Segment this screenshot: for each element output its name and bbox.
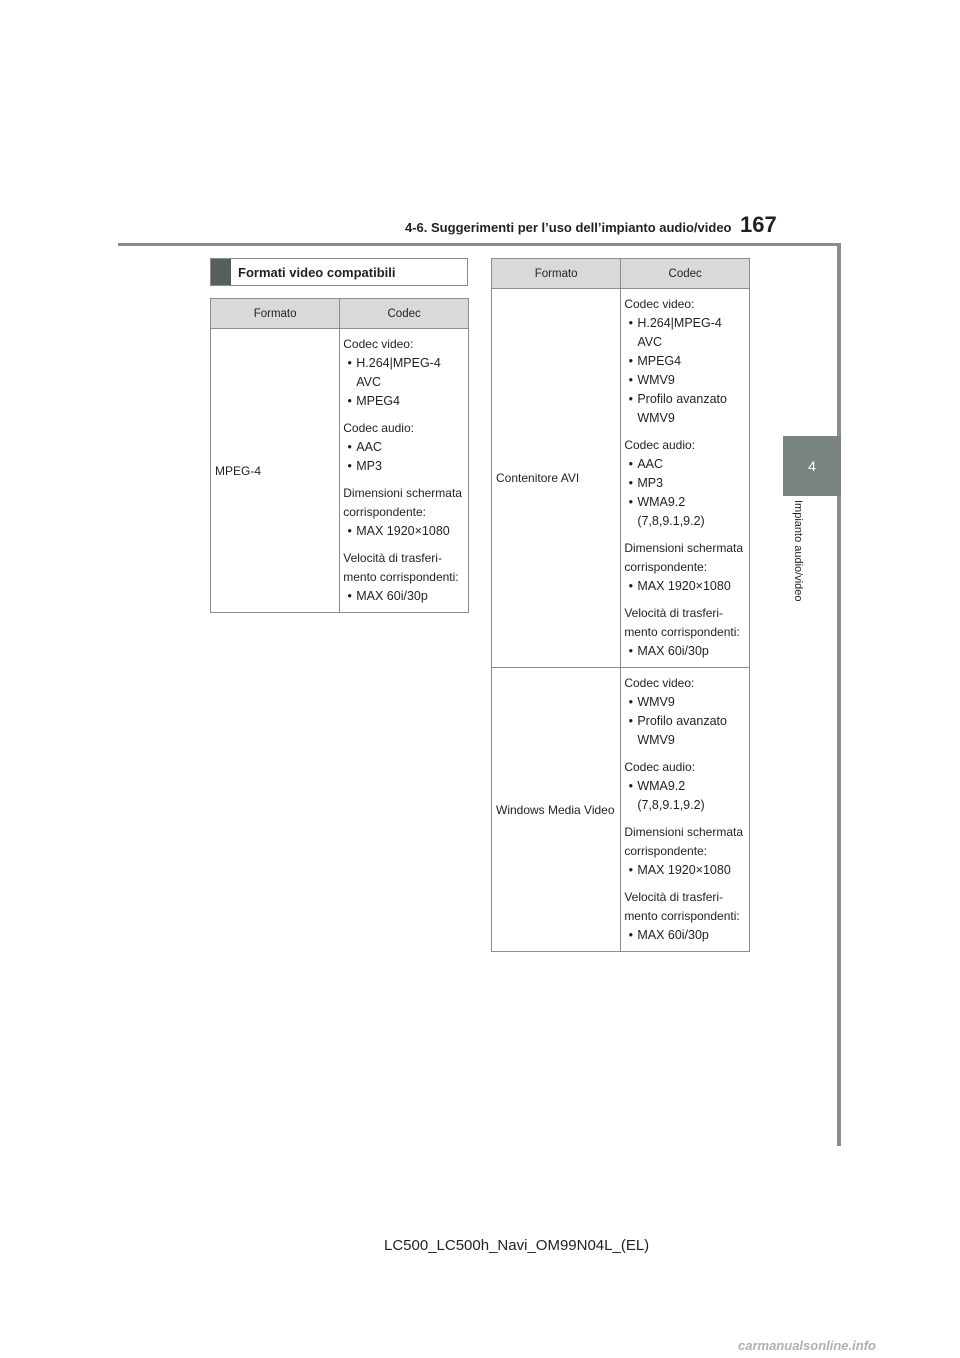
format-cell: MPEG-4 — [211, 329, 340, 613]
codec-group — [624, 436, 745, 531]
codec-group — [624, 295, 745, 428]
bullet-icon: • — [628, 779, 633, 793]
bullet-icon: • — [628, 457, 633, 471]
codec-list-item — [343, 522, 464, 541]
bullet-icon: • — [628, 714, 633, 728]
table-header-row — [211, 299, 469, 329]
codec-list-item — [624, 314, 745, 352]
codec-list-item-text: MAX 1920×1080 — [637, 863, 731, 877]
codec-list-item — [624, 390, 745, 428]
chapter-tab-label: Impianto audio/video — [792, 500, 804, 602]
side-stripe — [837, 246, 841, 1146]
codec-list-item — [343, 457, 464, 476]
codec-list-item — [624, 371, 745, 390]
codec-list-item-text: WMA9.2 (7,8,9.1,9.2) — [637, 495, 705, 528]
bullet-icon: • — [628, 392, 633, 406]
bullet-icon: • — [628, 476, 633, 490]
column-header-codec: Codec — [340, 299, 469, 329]
codec-list-item — [624, 861, 745, 880]
codec-group — [343, 549, 464, 606]
codec-list-item-text: MPEG4 — [356, 394, 401, 408]
codec-group-title: Dimensioni schermata corrispondente: — [624, 825, 744, 858]
bullet-icon: • — [628, 644, 633, 658]
column-header-format: Formato — [492, 259, 621, 289]
codec-list-item — [624, 493, 745, 531]
codec-group-title: Velocità di trasferimento corrispondenti: — [343, 551, 459, 584]
bullet-icon: • — [628, 373, 633, 387]
codec-group-title: Dimensioni schermata corrispondente: — [343, 486, 462, 519]
formats-table-left — [210, 298, 469, 613]
section-marker — [211, 259, 231, 285]
codec-list-item-text: AAC — [356, 440, 382, 454]
bullet-icon: • — [628, 695, 633, 709]
codec-list-item — [624, 926, 745, 945]
codec-list-item — [343, 438, 464, 457]
codec-group — [624, 604, 745, 661]
page-number: 167 — [740, 212, 777, 237]
document-code: LC500_LC500h_Navi_OM99N04L_(EL) — [384, 1237, 650, 1254]
bullet-icon: • — [628, 863, 633, 877]
header-rule — [118, 243, 841, 246]
section-heading-text: Formati video compatibili — [238, 264, 396, 280]
table-row — [492, 289, 750, 668]
codec-list-item — [624, 777, 745, 815]
codec-list-item-text: H.264|MPEG-4 AVC — [637, 316, 722, 349]
codec-list-item-text: MAX 60i/30p — [637, 928, 709, 942]
codec-group — [343, 484, 464, 541]
table-row — [492, 668, 750, 952]
codec-list-item — [624, 474, 745, 493]
codec-group-title: Codec video: — [624, 676, 695, 690]
codec-list-item — [624, 642, 745, 661]
bullet-icon: • — [628, 495, 633, 509]
codec-cell — [621, 668, 750, 952]
watermark: carmanualsonline.info — [738, 1338, 876, 1353]
codec-list-item — [343, 392, 464, 411]
codec-list-item-text: MP3 — [637, 476, 664, 490]
bullet-icon: • — [628, 354, 633, 368]
codec-list-item-text: MAX 1920×1080 — [637, 579, 731, 593]
codec-cell — [340, 329, 469, 613]
format-cell: Windows Media Video — [492, 668, 621, 952]
chapter-tab[interactable]: 4 — [783, 436, 841, 496]
codec-list-item — [343, 587, 464, 606]
formats-table-left-body — [211, 329, 469, 613]
bullet-icon: • — [347, 440, 352, 454]
codec-group-title: Velocità di trasferimento corrispondenti: — [624, 606, 740, 639]
codec-list-item-text: Profilo avanzato WMV9 — [637, 392, 727, 425]
codec-list-item-text: AAC — [637, 457, 664, 471]
codec-list-item-text: MP3 — [356, 459, 382, 473]
bullet-icon: • — [347, 524, 352, 538]
formats-table-right — [491, 258, 750, 952]
codec-group-title: Codec audio: — [624, 760, 696, 774]
bullet-icon: • — [347, 356, 352, 370]
codec-list-item-text: H.264|MPEG-4 AVC — [356, 356, 441, 389]
codec-group — [343, 419, 464, 476]
codec-list-item-text: WMA9.2 (7,8,9.1,9.2) — [637, 779, 705, 812]
bullet-icon: • — [628, 579, 633, 593]
column-header-codec: Codec — [621, 259, 750, 289]
bullet-icon: • — [347, 394, 352, 408]
section-heading — [210, 258, 468, 286]
codec-group — [624, 888, 745, 945]
codec-group-title: Codec audio: — [624, 438, 696, 452]
bullet-icon: • — [347, 589, 352, 603]
codec-list-item — [624, 455, 745, 474]
formats-table-right-body — [492, 289, 750, 952]
table-header-row — [492, 259, 750, 289]
bullet-icon: • — [628, 316, 633, 330]
format-cell: Contenitore AVI — [492, 289, 621, 668]
running-header-title: 4-6. Suggerimenti per l’uso dell’impianto audio/video — [405, 220, 732, 235]
codec-list-item-text: WMV9 — [637, 695, 675, 709]
codec-list-item — [624, 712, 745, 750]
codec-list-item-text: WMV9 — [637, 373, 675, 387]
codec-cell — [621, 289, 750, 668]
codec-list-item-text: Profilo avanzato WMV9 — [637, 714, 727, 747]
column-header-format: Formato — [211, 299, 340, 329]
bullet-icon: • — [347, 459, 352, 473]
codec-group — [624, 674, 745, 750]
codec-list-item-text: MAX 60i/30p — [637, 644, 709, 658]
codec-group — [624, 758, 745, 815]
codec-group-title: Dimensioni schermata corrispondente: — [624, 541, 744, 574]
codec-group-title: Codec video: — [624, 297, 695, 311]
codec-group-title: Codec audio: — [343, 421, 414, 435]
codec-list-item-text: MPEG4 — [637, 354, 682, 368]
codec-list-item-text: MAX 1920×1080 — [356, 524, 450, 538]
codec-group — [343, 335, 464, 411]
codec-list-item — [624, 693, 745, 712]
bullet-icon: • — [628, 928, 633, 942]
codec-group — [624, 823, 745, 880]
table-row — [211, 329, 469, 613]
codec-list-item — [343, 354, 464, 392]
codec-group — [624, 539, 745, 596]
codec-group-title: Codec video: — [343, 337, 414, 351]
codec-list-item-text: MAX 60i/30p — [356, 589, 428, 603]
codec-list-item — [624, 577, 745, 596]
codec-list-item — [624, 352, 745, 371]
codec-group-title: Velocità di trasferimento corrispondenti: — [624, 890, 740, 923]
